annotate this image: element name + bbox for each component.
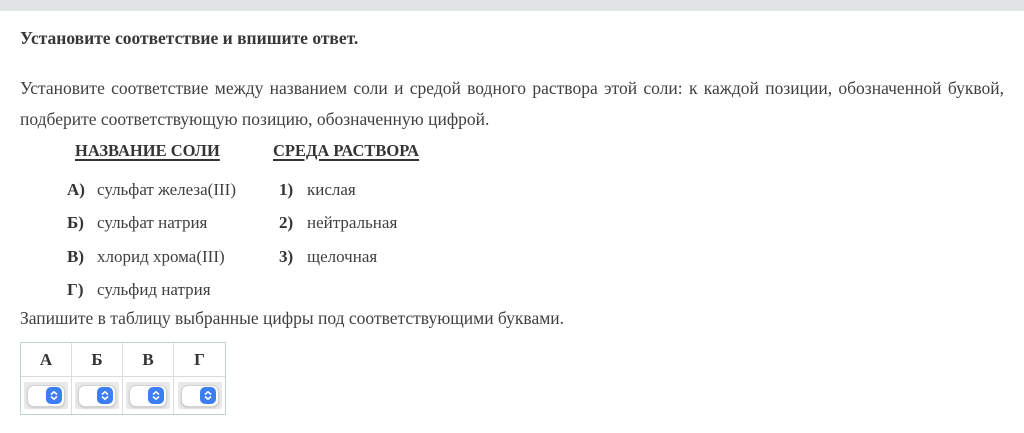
task-instruction: Установите соответствие между названием соли и средой водного раствора этой соли: к каждой позиции, обозначенной буквой, подберите соответствующую позицию, обозначенную цифрой. — [20, 78, 1004, 129]
answer-col-header-v: В — [123, 343, 174, 376]
answer-select-v[interactable] — [126, 382, 170, 409]
matching-list — [20, 173, 1004, 307]
right-item-text: кислая — [307, 179, 356, 199]
answer-select-g[interactable] — [178, 382, 222, 409]
answer-select-b-value — [78, 385, 116, 407]
right-column-header: СРЕДА РАСТВОРА — [273, 141, 420, 160]
match-row-v — [67, 240, 1004, 274]
left-item-text: сульфат железа(III) — [97, 179, 236, 199]
answer-select-g-value — [181, 385, 219, 407]
match-row-g — [67, 274, 1004, 308]
answer-select-a[interactable] — [24, 382, 68, 409]
answer-col-header-b: Б — [72, 343, 123, 376]
write-note: Запишите в таблицу выбранные цифры под соответствующими буквами. — [20, 308, 565, 328]
select-stepper-icon — [148, 387, 164, 404]
answer-col-header-g: Г — [194, 349, 205, 369]
right-item-label: 3) — [279, 246, 294, 266]
select-stepper-icon — [46, 387, 62, 404]
right-item-label: 1) — [279, 179, 294, 199]
matching-headers — [75, 141, 1004, 161]
left-item-text: сульфид натрия — [97, 280, 211, 300]
left-item-text: сульфат натрия — [97, 213, 208, 233]
left-item-label: Б) — [67, 213, 84, 233]
answer-select-v-value — [129, 385, 167, 407]
left-item-label: В) — [67, 246, 84, 266]
select-stepper-icon — [97, 387, 113, 404]
answer-table-select-row — [21, 376, 225, 414]
right-item-text: нейтральная — [307, 213, 398, 233]
answer-table — [20, 342, 226, 415]
answer-col-header-a: А — [21, 343, 72, 376]
answer-select-b[interactable] — [75, 382, 119, 409]
answer-table-header-row — [21, 343, 225, 376]
task-page — [0, 28, 1024, 415]
right-item-label: 2) — [279, 213, 294, 233]
select-stepper-icon — [200, 387, 216, 404]
answer-select-a-value — [27, 385, 65, 407]
task-heading: Установите соответствие и впишите ответ. — [20, 28, 359, 48]
match-row-b — [67, 207, 1004, 241]
match-row-a — [67, 173, 1004, 207]
top-divider-bar — [0, 0, 1024, 11]
left-item-label: А) — [67, 179, 85, 199]
left-item-label: Г) — [67, 280, 84, 300]
left-item-text: хлорид хрома(III) — [97, 246, 225, 266]
left-column-header: НАЗВАНИЕ СОЛИ — [75, 141, 220, 160]
right-item-text: щелочная — [307, 246, 378, 266]
